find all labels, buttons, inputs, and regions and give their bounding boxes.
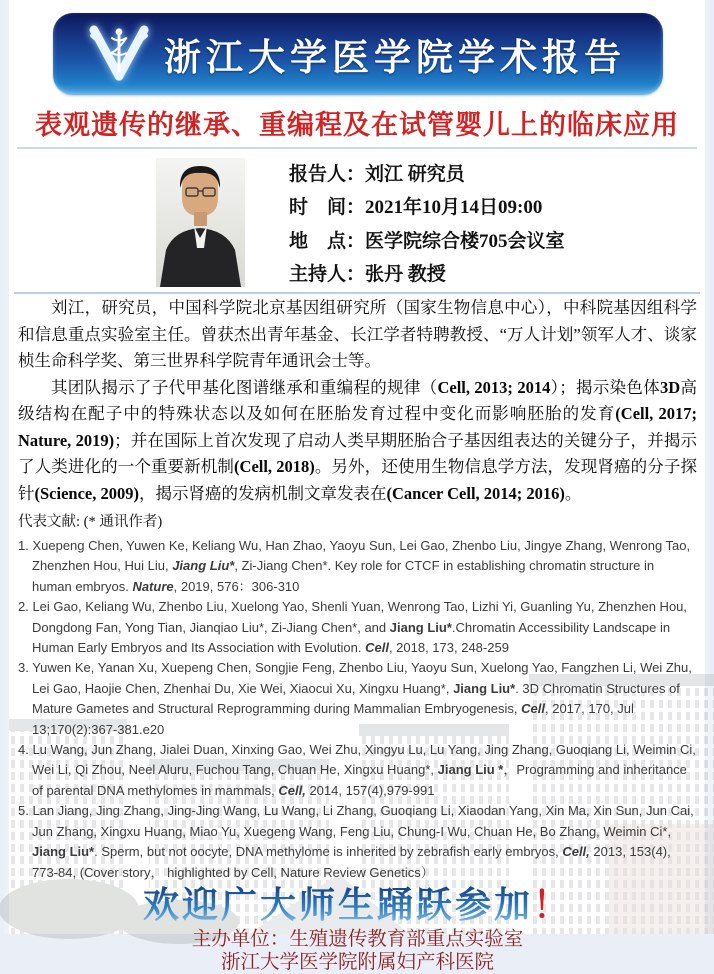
- meta-speaker-label: 报告人：: [289, 164, 366, 185]
- meta-location: [289, 226, 565, 253]
- divider-top: [17, 147, 697, 149]
- welcome-banner: [18, 886, 697, 926]
- content-lower: [18, 295, 697, 974]
- publication-item-5: 5. Lan Jiang, Jing Zhang, Jing-Jing Wang, Lu Wang, Li Zhang, Guoqiang Li, Xiaodan Yang, Xin Ma, Xin Sun, Jun Cai, Jun Zhang, Xingxu Huang, Miao Yu, Xuegeng Wang, Feng Liu, Chung-I Wu, Chuan He, Bo Zhang, Weimin Ci*, Jiang Liu*. Sperm, but not oocyte, DNA methylome is inherited by zebrafish early embryos, Cell, 2013, 153(4), 773-84, (Cover story， highlighted by Cell, Nature Review Genetics）: [18, 803, 694, 880]
- speaker-photo: [156, 158, 245, 287]
- meta-time: [289, 192, 565, 219]
- speaker-info-section: [156, 158, 565, 287]
- publication-item-4: 4. Lu Wang, Jun Zhang, Jialei Duan, Xinxing Gao, Wei Zhu, Xingyu Lu, Lu Yang, Jing Zhang, Guoqiang Li, Weimin Ci, Wei Li, Qi Zhou, Neel Aluru, Fuchou Tang, Chuan He, Xingxu Huang*, Jiang Liu *，Programming and inheritance of parental DNA methylomes in mammals, Cell, 2014, 157(4),979-991: [18, 742, 696, 798]
- meta-speaker-value: 刘江 研究员: [365, 164, 465, 185]
- publication-item-3: 3. Yuwen Ke, Yanan Xu, Xuepeng Chen, Songjie Feng, Zhenbo Liu, Yaoyu Sun, Xuelong Yao, Fangzhen Li, Wei Zhu, Lei Gao, Haojie Chen, Zhenhai Du, Xie Wei, Xiaocui Xu, Xingxu Huang*, Jiang Liu*. 3D Chromatin Structures of Mature Gametes and Structural Reprogramming during Mammalian Embryogenesis, Cell, 2017, 170, Jul 13;170(2):367-381.e20: [18, 660, 692, 737]
- meta-host-label: 主持人：: [289, 263, 366, 285]
- publication-item-2: 2. Lei Gao, Keliang Wu, Zhenbo Liu, Xuelong Yao, Shenli Yuan, Wenrong Tao, Lizhi Yi, Guanling Yu, Zhenzhen Hou, Dongdong Fan, Yong Tian, Jianqiao Liu*, Zi-Jiang Chen*, and Jiang Liu*.Chromatin Accessibility Landscape in Human Early Embryos and Its Association with Evolution. Cell, 2018, 173, 248-259: [18, 599, 688, 656]
- welcome-exclamation: ！: [533, 884, 573, 925]
- welcome-text: 欢迎广大师生踊跃参加: [142, 884, 533, 925]
- meta-host: [289, 259, 565, 286]
- bio-paragraph-2: 其团队揭示了子代甲基化图谱继承和重编程的规律（Cell, 2013; 2014）；揭示染色体3D高级结构在配子中的特殊状态以及如何在胚胎发育过程中变化而影响胚胎的发育(Cell, 2017; Nature, 2019)；并在国际上首次发现了启动人类早期胚胎合子基因组表达的关键分子，并揭示了人类进化的一个重要新机制(Cell, 2018)。另外，还使用生物信息学方法，发现肾癌的分子探针(Science, 2009)，揭示肾癌的发病机制文章发表在(Cancer Cell, 2014; 2016)。: [18, 377, 698, 503]
- host-line-1: 主办单位：生殖遗传教育部重点实验室: [191, 928, 524, 950]
- meta-time-value: 2021年10月14日09:00: [365, 197, 543, 219]
- caduceus-icon: [90, 24, 148, 84]
- speaker-bio: [18, 295, 697, 507]
- banner-title: 浙江大学医学院学术报告: [164, 38, 626, 79]
- publications-heading: 代表文献: (* 通讯作者): [18, 514, 163, 530]
- meta-location-label: 地 点：: [289, 230, 366, 252]
- publications-list: [18, 536, 697, 883]
- lecture-poster: [4, 0, 710, 973]
- divider-middle: [14, 292, 700, 294]
- lecture-title: 表观遗传的继承、重编程及在试管婴儿上的临床应用: [35, 110, 679, 140]
- meta-location-value: 医学院综合楼705会议室: [365, 230, 565, 252]
- host-line-2: 浙江大学医学院附属妇产科医院: [220, 951, 494, 973]
- host-organizations: [18, 928, 697, 974]
- publication-item-1: 1. Xuepeng Chen, Yuwen Ke, Keliang Wu, Han Zhao, Yaoyu Sun, Lei Gao, Zhenbo Liu, Jingye Zhang, Wenrong Tao, Zhenzhen Hou, Hui Liu, Jiang Liu*, Zi-Jiang Chen*. Key role for CTCF in establishing chromatin structure in human embryos. Nature, 2019, 576：306-310: [18, 538, 691, 594]
- bio-paragraph-1: 刘江，研究员，中国科学院北京基因组研究所（国家生物信息中心），中科院基因组科学和信息重点实验室主任。曾获杰出青年基金、长江学者特聘教授、“万人计划”领军人才、谈家桢生命科学奖、第三世界科学院青年通讯会士等。: [18, 298, 697, 370]
- speaker-meta-list: [289, 158, 565, 287]
- meta-time-label: 时 间：: [289, 197, 366, 219]
- meta-host-value: 张丹 教授: [365, 263, 446, 285]
- meta-speaker: [289, 159, 565, 186]
- speaker-portrait-graphic: [156, 158, 245, 287]
- banner: [53, 13, 663, 95]
